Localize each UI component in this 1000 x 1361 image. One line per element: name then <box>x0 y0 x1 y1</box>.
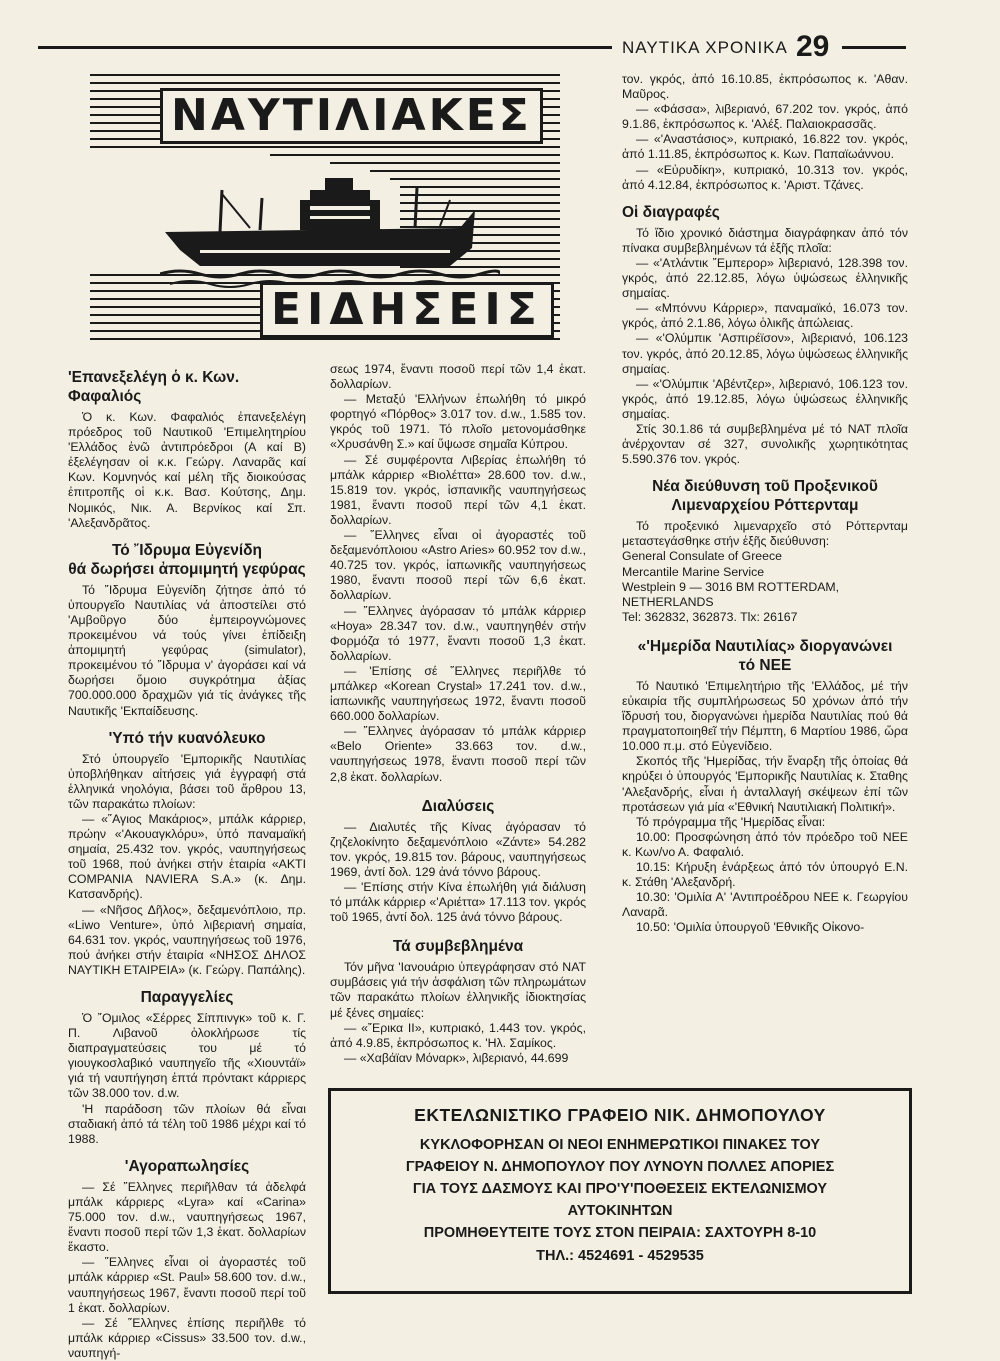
column-1 <box>68 364 306 1361</box>
column-3 <box>622 72 908 936</box>
article-paragraph: Τόν μῆνα 'Ιανουάριο ὑπεγράφησαν στό ΝΑΤ συμβάσεις γιά τήν ἀσφάλιση τῶν πληρωμάτων τῶν παρακάτω πλοίων ἑλληνικῆς ἰδιοκτησίας μέ ξένες σημαίες: <box>330 960 586 1020</box>
headline-seminar-2: τό ΝΕΕ <box>738 656 792 674</box>
headline-rotterdam-1: Νέα διεύθυνση τοῦ Προξενικοῦ <box>652 478 878 496</box>
article-paragraph: 10.15: Κήρυξη ἐνάρξεως ἀπό τόν ὑπουργό Ε.Ν. κ. Στάθη 'Αλεξανδρή. <box>622 860 908 890</box>
headline-contracted: Τά συμβεβλημένα <box>392 938 524 956</box>
article-paragraph: — «Νῆσος Δῆλος», δεξαμενόπλοιο, πρ. «Liwo Venture», ὑπό λιβεριανή σημαία, 64.631 τον. γκρός, ναυπηγήσεως τοῦ 1976, πού ἀνήκει στήν ἑταιρία «ΝΗΣΟΣ ΔΗΛΟΣ ΝΑΥΤΙΚΗ ΕΤΑΙΡΕΙΑ» (κ. Γεώργ. Παπάλης). <box>68 902 306 977</box>
article-paragraph: 10.30: 'Ομιλία Α' 'Αντιπροέδρου ΝΕΕ κ. Γεωργίου Λαναρᾶ. <box>622 890 908 920</box>
article-paragraph: σεως 1974, ἔναντι ποσοῦ περί τῶν 1,4 ἑκατ. δολλαρίων. <box>330 362 586 392</box>
article-paragraph: — «'Αναστάσιος», κυπριακό, 16.822 τον. γκρός, ἀπό 1.11.85, ἐκπρόσωπος κ. Κων. Παπαϊωάννου. <box>622 132 908 162</box>
ad-body <box>331 1134 909 1244</box>
article-paragraph: — Σέ ῞Ελληνες ἐπίσης περιῆλθε τό μπάλκ κάρριερ «Cissus» 33.500 τον. d.w., ναυπηγή- <box>68 1315 306 1360</box>
article-paragraph: Στό ὑπουργεῖο 'Εμπορικῆς Ναυτιλίας ὑποβλήθηκαν αἰτήσεις γιά ἐγγραφή στά ἑλληνικά νηολόγια, βάσει τοῦ ἄρθρου 13, τῶν παρακάτω πλοίων: <box>68 751 306 811</box>
address-line: General Consulate of Greece <box>622 549 782 564</box>
ad-phone: ΤΗΛ.: 4524691 - 4529535 <box>536 1248 704 1264</box>
address-line: Mercantile Marine Service <box>622 564 765 579</box>
ad-line: ΓΙΑ ΤΟΥΣ ΔΑΣΜΟΥΣ ΚΑΙ ΠΡΟ'Υ'ΠΟΘΕΣΕΙΣ ΕΚΤΕΛΩΝΙΣΜΟΥ <box>412 1181 828 1197</box>
page-number: 29 <box>796 30 830 63</box>
article-paragraph: — «'Ατλάντικ ῎Εμπερορ» λιβεριανό, 128.398 τον. γκρός, ἀπό 22.12.85, λόγω ὑψώσεως ἑλληνικῆς σημαίας. <box>622 255 908 301</box>
ad-line: ΚΥΚΛΟΦΟΡΗΣΑΝ ΟΙ ΝΕΟΙ ΕΝΗΜΕΡΩΤΙΚΟΙ ΠΙΝΑΚΕΣ ΤΟΥ <box>419 1137 821 1153</box>
masthead <box>70 74 560 354</box>
article-paragraph: — ῞Ελληνες ἀγόρασαν τό μπάλκ κάρριερ «Hoya» 28.347 τον. d.w., ναυπηγηθέν στήν Φορμόζα τό 1977, ἔναντι ποσοῦ 1,3 ἑκατ. δολλαρίων. <box>330 603 586 663</box>
column-2 <box>330 362 586 1066</box>
article-paragraph: Ὁ ῎Ομιλος «Σέρρες Σίππινγκ» τοῦ κ. Γ. Π. Λιβανοῦ ὁλοκλήρωσε τίς διαπραγματεύσεις του μέ τό γιουγκοσλαβικό ναυπηγεῖο τῆς «Χιουντάϊ» γιά τή ναυπήγηση ἑπτά πρόντακτ κάρριερς τῶν 38.000 τον. d.w. <box>68 1011 306 1101</box>
headline-seminar-1: «'Ημερίδα Ναυτιλίας» διοργανώνει <box>637 637 893 655</box>
ad-line: ΠΡΟΜΗΘΕΥΤΕΙΤΕ ΤΟΥΣ ΣΤΟΝ ΠΕΙΡΑΙΑ: ΣΑΧΤΟΥΡΗ 8-10 <box>423 1225 817 1241</box>
article-paragraph: — «Μπόννυ Κάρριερ», παναμαϊκό, 16.073 τον. γκρός, ἀπό 2.1.86, λόγω ὁλικῆς ἀπώλειας. <box>622 301 908 331</box>
article-paragraph: — ῞Ελληνες εἶναι οἱ ἀγοραστές τοῦ δεξαμενόπλοιου «Astro Aries» 60.952 τον d.w., 40.725 τον. γκρός, ἰαπωνικῆς ναυπηγήσεως 1980, ἔναντι ποσοῦ περί τῶν 6,6 ἑκατ. δολλαρίων. <box>330 528 586 603</box>
article-paragraph: — «῎Ερικα ΙΙ», κυπριακό, 1.443 τον. γκρός, ἀπό 4.9.85, ἐκπρόσωπος κ. 'Ηλ. Σαμίκος. <box>330 1020 586 1050</box>
headline-eugenides-2: θά δωρήσει ἀπομιμητή γεφύρας <box>68 560 306 578</box>
address-line: Tel: 362832, 362873. Tlx: 26167 <box>622 609 798 624</box>
address-line: Westplein 9 — 3016 BM ROTTERDAM, <box>622 579 840 594</box>
article-paragraph: — Διαλυτές τῆς Κίνας ἀγόρασαν τό ζηζελοκίνητο δεξαμενόπλοιο «Ζάντε» 54.282 τον. γκρός, 19.815 τον. βάρους, ναυπηγήσεως 1969, ἀντί δολ. 129 ἀνά τόννο βάρους. <box>330 819 586 879</box>
article-paragraph: — ῞Ελληνες ἀγόρασαν τό μπάλκ κάρριερ «Belo Oriente» 33.663 τον. d.w., ναυπηγήσεως 1978, ἔναντι ποσοῦ περί τῶν 2,8 ἑκατ. δολλαρίων. <box>330 724 586 784</box>
article-paragraph: — Σέ ῞Ελληνες περιῆλθαν τά ἀδελφά μπάλκ κάρριερς «Lyra» καί «Carina» 75.000 τον. d.w., ναυπηγήσεως 1967, ἔναντι ποσοῦ περί τῶν 1,3 ἑκατ. δολλαρίων ἕκαστο. <box>68 1179 306 1255</box>
article-paragraph: — Μεταξύ 'Ελλήνων ἐπωλήθη τό μικρό φορτηγό «Πόρθος» 3.017 τον. d.w., 1.585 τον. γκρός τοῦ 1971. Τό πλοῖο μετονομάσθηκε «Χρυσάνθη Σ.» καί ὕψωσε σημαῖα Κύπρου. <box>330 392 586 452</box>
article-paragraph: Τό ἴδιο χρονικό διάστημα διαγράφηκαν ἀπό τόν πίνακα συμβεβλημένων τά ἑξῆς πλοῖα: <box>622 225 908 255</box>
header-rule-right <box>842 46 906 49</box>
article-paragraph: Τό προξενικό λιμεναρχεῖο στό Ρόττερνταμ μεταστεγάσθηκε στήν ἑξῆς διεύθυνση: <box>622 519 908 549</box>
headline-scrapping: Διαλύσεις <box>421 797 495 815</box>
article-paragraph: — «'Ολύμπικ 'Ασπιρέϊσον», λιβεριανό, 106.123 τον. γκρός, ἀπό 20.12.85, λόγω ὑψώσεως ἑλληνικῆς σημαίας. <box>622 331 908 376</box>
headline-fafalios: 'Επανεξελέγη ὁ κ. Κων. Φαφαλιός <box>68 369 240 405</box>
article-paragraph: — «'Ολύμπικ 'Αβέντζερ», λιβεριανό, 106.123 τον. γκρός, ἀπό 19.12.85, λόγω ὑψώσεως ἑλληνικῆς σημαίας. <box>622 376 908 421</box>
article-paragraph: Τό πρόγραμμα τῆς 'Ημερίδας εἶναι: <box>636 814 826 829</box>
advertisement-box <box>328 1088 912 1294</box>
headline-rotterdam-2: Λιμεναρχείου Ρόττερνταμ <box>671 497 859 515</box>
masthead-title-bottom: ΕΙΔΗΣΕΙΣ <box>260 282 554 338</box>
article-paragraph: — «Χαβάϊαν Μόναρκ», λιβεριανό, 44.699 <box>344 1050 569 1065</box>
headline-orders: Παραγγελίες <box>140 989 234 1006</box>
article-paragraph: — Σέ συμφέροντα Λιβερίας ἐπωλήθη τό μπάλκ κάρριερ «Βιολέττα» 28.600 τον. d.w., 15.819 τον. γκρός, ἱσπανικῆς ναυπηγήσεως 1981, ἔναντι ποσοῦ περί τῶν 4,1 ἑκατ. δολλαρίων. <box>330 452 586 527</box>
article-paragraph: — 'Επίσης σέ ῞Ελληνες περιῆλθε τό μπάλκερ «Korean Crystal» 17.241 τον. d.w., ἰαπωνικῆς ναυπηγήσεως 1972, ἔναντι ποσοῦ 660.000 δολλαρίων. <box>330 663 586 724</box>
article-paragraph: — «῞Αγιος Μακάριος», μπάλκ κάρριερ, πρώην «'Ακουαγκλόρυ», ὑπό παναμαϊκή σημαία, 25.432 τον. γκρός, ναυπηγήσεως τοῦ 1968, πού ἀνήκει στήν ἑταιρία «AKTI COMPANIA NAVIERA S.A.» (κ. Δημ. Κατσανδρής). <box>68 811 306 902</box>
article-paragraph: — 'Επίσης στήν Κίνα ἐπωλήθη γιά διάλυση τό μπάλκ κάρριερ «'Αριέττα» 17.113 τον. γκρός τοῦ 1965, ἀντί δολ. 125 ἀνά τόννο βάρους. <box>330 880 586 925</box>
headline-deletions: Οἱ διαγραφές <box>622 203 720 221</box>
headline-flag: 'Υπό τήν κυανόλευκο <box>108 729 266 747</box>
header-rule-left <box>38 46 612 49</box>
ad-line: ΓΡΑΦΕΙΟΥ Ν. ΔΗΜΟΠΟΥΛΟΥ ΠΟΥ ΛΥΝΟΥΝ ΠΟΛΛΕΣ ΑΠΟΡΙΕΣ <box>405 1159 835 1175</box>
headline-eugenides-1: Τό ῎Ιδρυμα Εὐγενίδη <box>111 541 263 559</box>
article-paragraph: — ῞Ελληνες εἶναι οἱ ἀγοραστές τοῦ μπάλκ κάρριερ «St. Paul» 58.600 τον. d.w., ναυπηγήσεως 1967, ἔναντι ποσοῦ περί τοῦ 1 ἑκατ. δολλαρίων. <box>68 1255 306 1315</box>
article-paragraph: 'Η παράδοση τῶν πλοίων θά εἶναι σταδιακή ἀπό τά τέλη τοῦ 1986 μέχρι καί τό 1988. <box>68 1101 306 1146</box>
article-paragraph: — «Εὐρυδίκη», κυπριακό, 10.313 τον. γκρός, ἀπό 4.12.84, ἐκπρόσωπος κ. 'Αριστ. Τζάνες. <box>622 162 908 192</box>
ad-line: ΑΥΤΟΚΙΝΗΤΩΝ <box>567 1203 673 1219</box>
ship-illustration <box>160 170 500 290</box>
article-paragraph: Στίς 30.1.86 τά συμβεβλημένα μέ τό ΝΑΤ πλοῖα ἀνέρχονταν σέ 327, συνολικῆς χωρητικότητας 5.590.376 τον. γκρός. <box>622 421 908 467</box>
article-paragraph: — «Φάσσα», λιβεριανό, 67.202 τον. γκρός, ἀπό 9.1.86, ἐκπρόσωπος κ. 'Αλέξ. Παλαιοκρασσᾶς. <box>622 102 908 132</box>
magazine-name: ΝΑΥΤΙΚΑ ΧΡΟΝΙΚΑ <box>622 38 788 57</box>
article-paragraph: Σκοπός τῆς 'Ημερίδας, τήν ἔναρξη τῆς ὁποίας θά κηρύξει ὁ ὑπουργός 'Εμπορικῆς Ναυτιλίας κ. Σταθης 'Αλεξανδρής, εἶναι ἡ ἀνταλλαγή σκέψεων ἐπί τῶν προτάσεων γιά μία «'Εθνική Ναυτιλιακή Πολιτική». <box>622 754 908 814</box>
article-paragraph: 10.50: 'Ομιλία ὑπουργοῦ 'Εθνικῆς Οἰκονο- <box>636 920 865 935</box>
headline-sales: 'Αγοραπωλησίες <box>124 1157 250 1175</box>
article-paragraph: Τό Ναυτικό 'Επιμελητήριο τῆς 'Ελλάδος, μέ τήν εὐκαιρία τῆς συμπλήρωσεως 50 χρόνων ἀπό τήν ἵδρυσή του, διοργανώνει ἡμερίδα Ναυτιλίας πού θά πραγματοποιηθεῖ τήν Πέμπτη, 6 Μαρτίου 1986, ὥρα 10.000 π.μ. στό Εὐγενίδειο. <box>622 678 908 754</box>
article-paragraph: 10.00: Προσφώνηση ἀπό τόν πρόεδρο τοῦ ΝΕΕ κ. Κων/νο Α. Φαφαλιό. <box>622 829 908 859</box>
address-line: NETHERLANDS <box>622 594 714 609</box>
masthead-title-top: ΝΑΥΤΙΛΙΑΚΕΣ <box>160 88 543 144</box>
article-paragraph: τον. γκρός, ἀπό 16.10.85, ἐκπρόσωπος κ. 'Αθαν. Μαῦρος. <box>622 72 908 102</box>
article-paragraph: Ὁ κ. Κων. Φαφαλιός ἐπανεξελέγη πρόεδρος τοῦ Ναυτικοῦ 'Επιμελητηρίου 'Ελλάδος ἐνῶ ἀντιπρόεδροι (Α καί Β) ἐξελέγησαν οἱ κ.κ. Γεώργ. Λαναρᾶς καί Κων. Κομνηνός καί μέλη τῆς διοικούσας ἐπιτροπῆς οἱ κ.κ. Βασ. Κούτσης, Δημ. Νομικός, Νικ. Α. Βερνίκος καί Σπ. 'Αλεξανδρᾶτος. <box>68 410 306 530</box>
ad-title: ΕΚΤΕΛΩΝΙΣΤΙΚΟ ΓΡΑΦΕΙΟ ΝΙΚ. ΔΗΜΟΠΟΥΛΟΥ <box>414 1105 826 1125</box>
article-paragraph: Τό ῎Ιδρυμα Εὐγενίδη ζήτησε ἀπό τό ὑπουργεῖο Ναυτιλίας νά ἀποστείλει στό 'Αμβοῦργο δύο ἐμπειρογνώμονες προκειμένου νά τούς γίνει ἐπίδειξη ἀπομιμητή γεφύρας (simulator), προκειμένου τό ῎Ιδρυμα ν' ἀγοράσει καί νά δωρήσει ὅμοιο συγκρότημα ἀξίας 700.000.000 δραχμῶν γιά τίς ἀνάγκες τῆς Ναυτικῆς 'Εκπαίδευσης. <box>68 582 306 718</box>
